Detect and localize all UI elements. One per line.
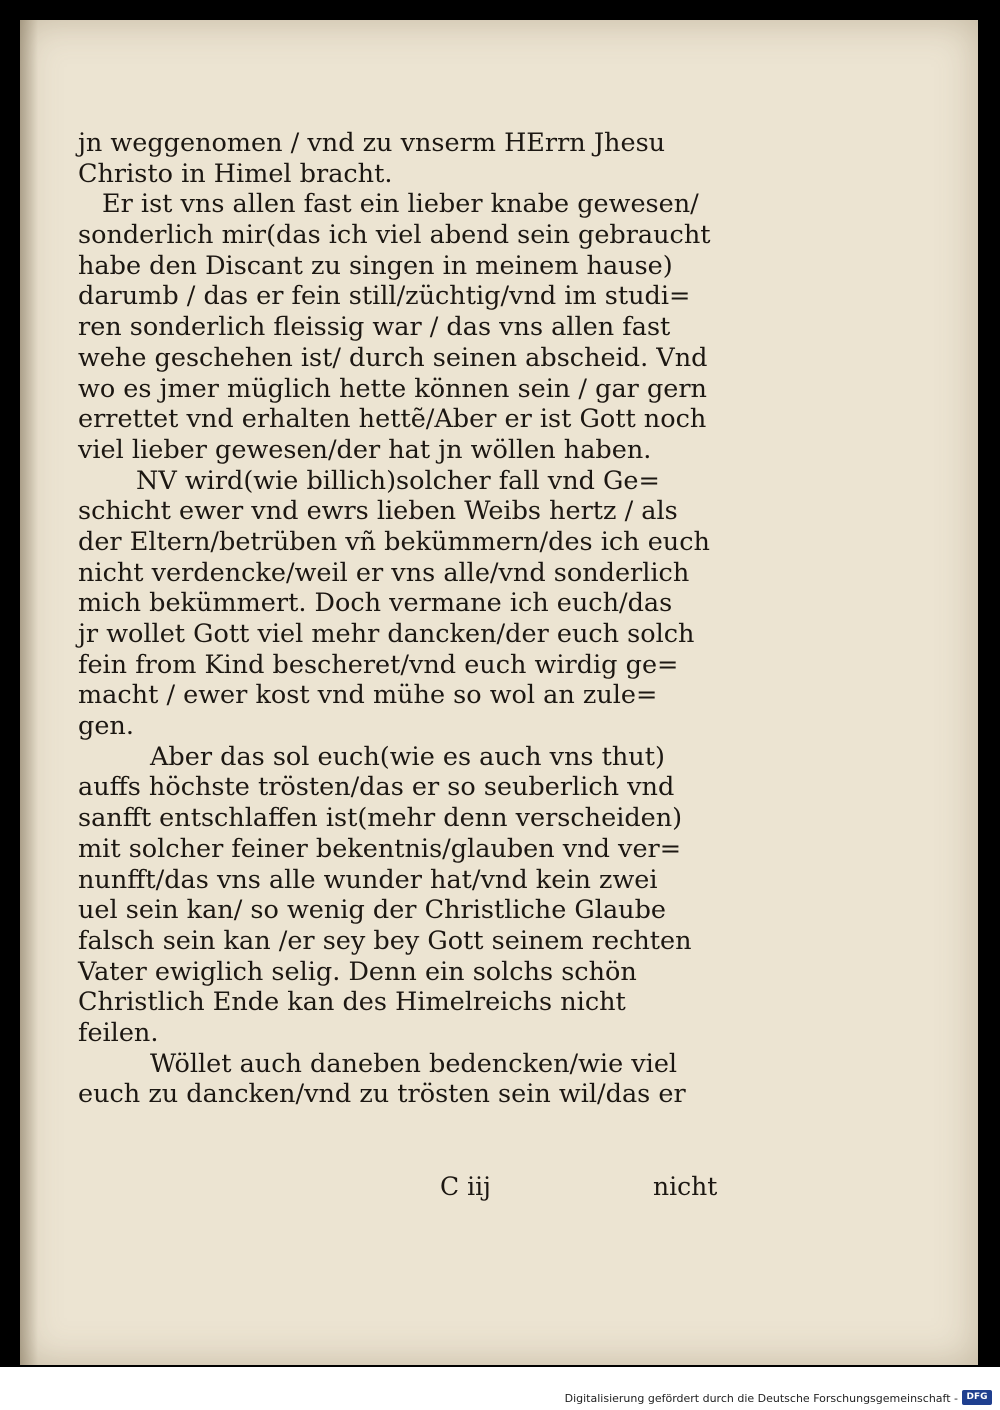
text-line: Christo in Himel bracht. bbox=[78, 158, 393, 189]
text-line: sonderlich mir(das ich viel abend sein gebraucht bbox=[78, 220, 711, 251]
text-line: Aber das sol euch(wie es auch vns thut) bbox=[150, 741, 665, 772]
text-line: errettet vnd erhalten hettẽ/Aber er ist Gott noch bbox=[78, 404, 707, 435]
text-line: mit solcher feiner bekentnis/glauben vnd ver= bbox=[78, 833, 682, 864]
text-line: fein from Kind bescheret/vnd euch wirdig ge= bbox=[78, 649, 679, 680]
dfg-logo-icon: DFG bbox=[962, 1390, 992, 1405]
text-line: NV wird(wie billich)solcher fall vnd Ge= bbox=[136, 465, 660, 496]
text-line: macht / ewer kost vnd mühe so wol an zule= bbox=[78, 680, 658, 711]
text-line: gen. bbox=[78, 711, 134, 742]
text-line: wo es jmer müglich hette können sein / gar gern bbox=[78, 373, 707, 404]
footer-bar bbox=[0, 1367, 1000, 1410]
text-line: wehe geschehen ist/ durch seinen abscheid. Vnd bbox=[78, 342, 708, 373]
text-line: feilen. bbox=[78, 1017, 159, 1048]
signature-mark: C iij bbox=[440, 1172, 491, 1201]
text-line: viel lieber gewesen/der hat jn wöllen haben. bbox=[78, 434, 652, 465]
funding-credit: Digitalisierung gefördert durch die Deutsche Forschungsgemeinschaft - bbox=[564, 1392, 958, 1405]
text-line: mich bekümmert. Doch vermane ich euch/das bbox=[78, 588, 673, 619]
page-text bbox=[78, 128, 748, 1110]
text-line: jn weggenomen / vnd zu vnserm HErrn Jhesu bbox=[78, 128, 666, 158]
text-line: jr wollet Gott viel mehr dancken/der euch solch bbox=[78, 619, 695, 649]
text-line: uel sein kan/ so wenig der Christliche Glaube bbox=[78, 895, 666, 926]
text-line: Wöllet auch daneben bedencken/wie viel bbox=[150, 1048, 678, 1079]
text-line: der Eltern/betrüben vñ bekümmern/des ich euch bbox=[78, 526, 710, 557]
text-line: Vater ewiglich selig. Denn ein solchs schön bbox=[78, 956, 637, 987]
text-line: sanfft entschlaffen ist(mehr denn verscheiden) bbox=[78, 803, 683, 834]
text-line: schicht ewer vnd ewrs lieben Weibs hertz / als bbox=[78, 496, 678, 527]
text-line: euch zu dancken/vnd zu trösten sein wil/das er bbox=[78, 1079, 686, 1110]
text-line: darumb / das er fein still/züchtig/vnd im studi= bbox=[78, 281, 691, 312]
page-bottom-line bbox=[20, 1172, 978, 1204]
text-line: habe den Discant zu singen in meinem hause) bbox=[78, 250, 673, 281]
book-page bbox=[20, 20, 978, 1365]
text-line: nunfft/das vns alle wunder hat/vnd kein zwei bbox=[78, 864, 658, 895]
catchword: nicht bbox=[653, 1172, 718, 1201]
text-line: falsch sein kan /er sey bey Gott seinem rechten bbox=[78, 925, 692, 956]
text-line: Er ist vns allen fast ein lieber knabe gewesen/ bbox=[102, 189, 699, 220]
text-line: nicht verdencke/weil er vns alle/vnd sonderlich bbox=[78, 557, 690, 588]
text-line: Christlich Ende kan des Himelreichs nicht bbox=[78, 987, 626, 1018]
text-line: ren sonderlich fleissig war / das vns allen fast bbox=[78, 312, 671, 343]
text-line: auffs höchste trösten/das er so seuberlich vnd bbox=[78, 772, 675, 803]
